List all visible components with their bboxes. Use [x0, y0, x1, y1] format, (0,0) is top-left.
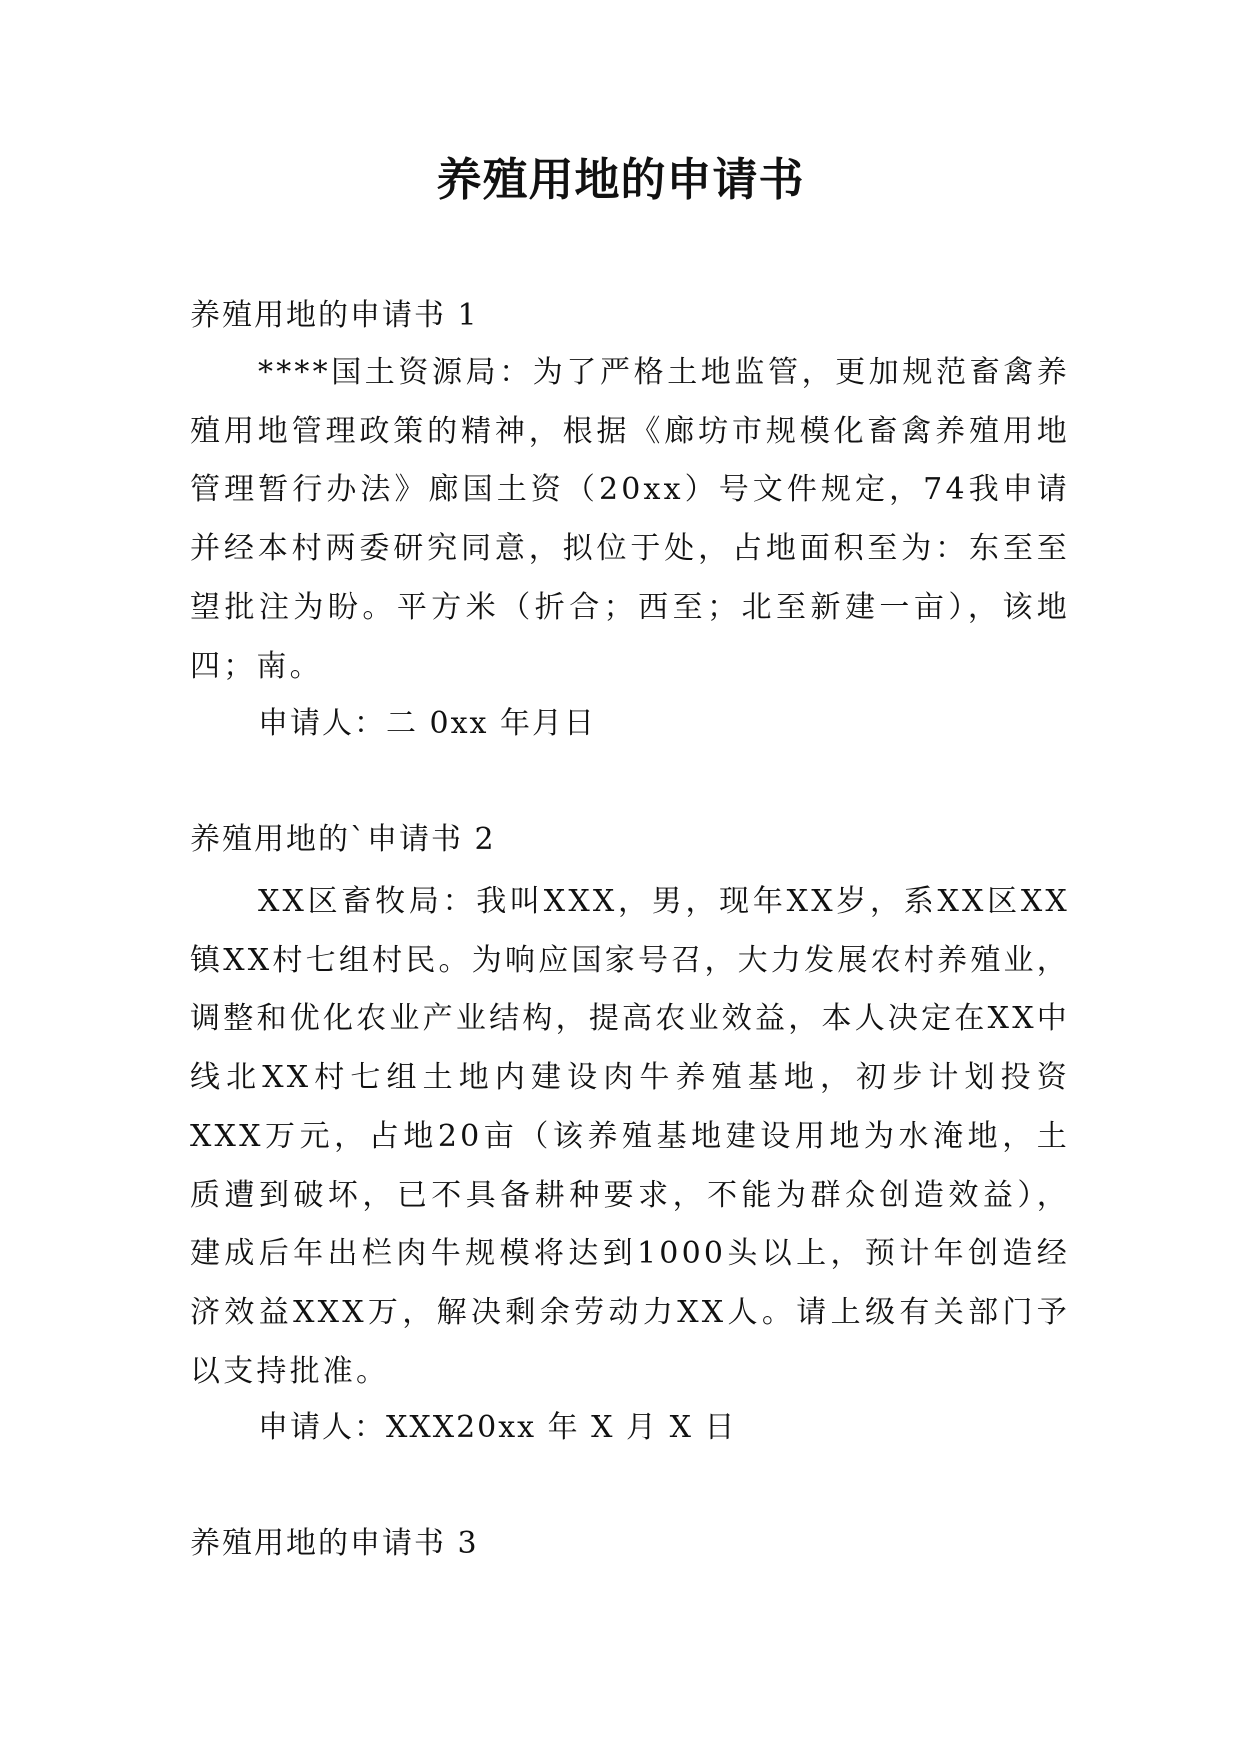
section-body-1: ****国土资源局：为了严格土地监管，更加规范畜禽养殖用地管理政策的精神，根据《廊坊市规模化畜禽养殖用地管理暂行办法》廊国土资（20xx）号文件规定，74我申请并经本村两委研究同意，拟位于处，占地面积至为：东至至望批注为盼。平方米（折合；西至；北至新建一亩），该地四；南。: [190, 355, 1070, 684]
section-heading-1: 养殖用地的申请书 1: [190, 298, 479, 333]
signature-line-2: 申请人：XXX20xx 年 X 月 X 日: [258, 1410, 737, 1445]
section-heading-2: 养殖用地的`申请书 2: [190, 822, 496, 857]
document-title: 养殖用地的申请书: [436, 153, 805, 206]
section-heading-3: 养殖用地的申请书 3: [190, 1526, 479, 1561]
section-body-2: XX区畜牧局：我叫XXX，男，现年XX岁，系XX区XX镇XX村七组村民。为响应国家号召，大力发展农村养殖业，调整和优化农业产业结构，提高农业效益，本人决定在XX中线北XX村七组土地内建设肉牛养殖基地，初步计划投资XXX万元，占地20亩（该养殖基地建设用地为水淹地，土质遭到破坏，已不具备耕种要求，不能为群众创造效益），建成后年出栏肉牛规模将达到1000头以上，预计年创造经济效益XXX万，解决剩余劳动力XX人。请上级有关部门予以支持批准。: [190, 884, 1070, 1389]
signature-line-1: 申请人：二 0xx 年月日: [258, 706, 596, 741]
